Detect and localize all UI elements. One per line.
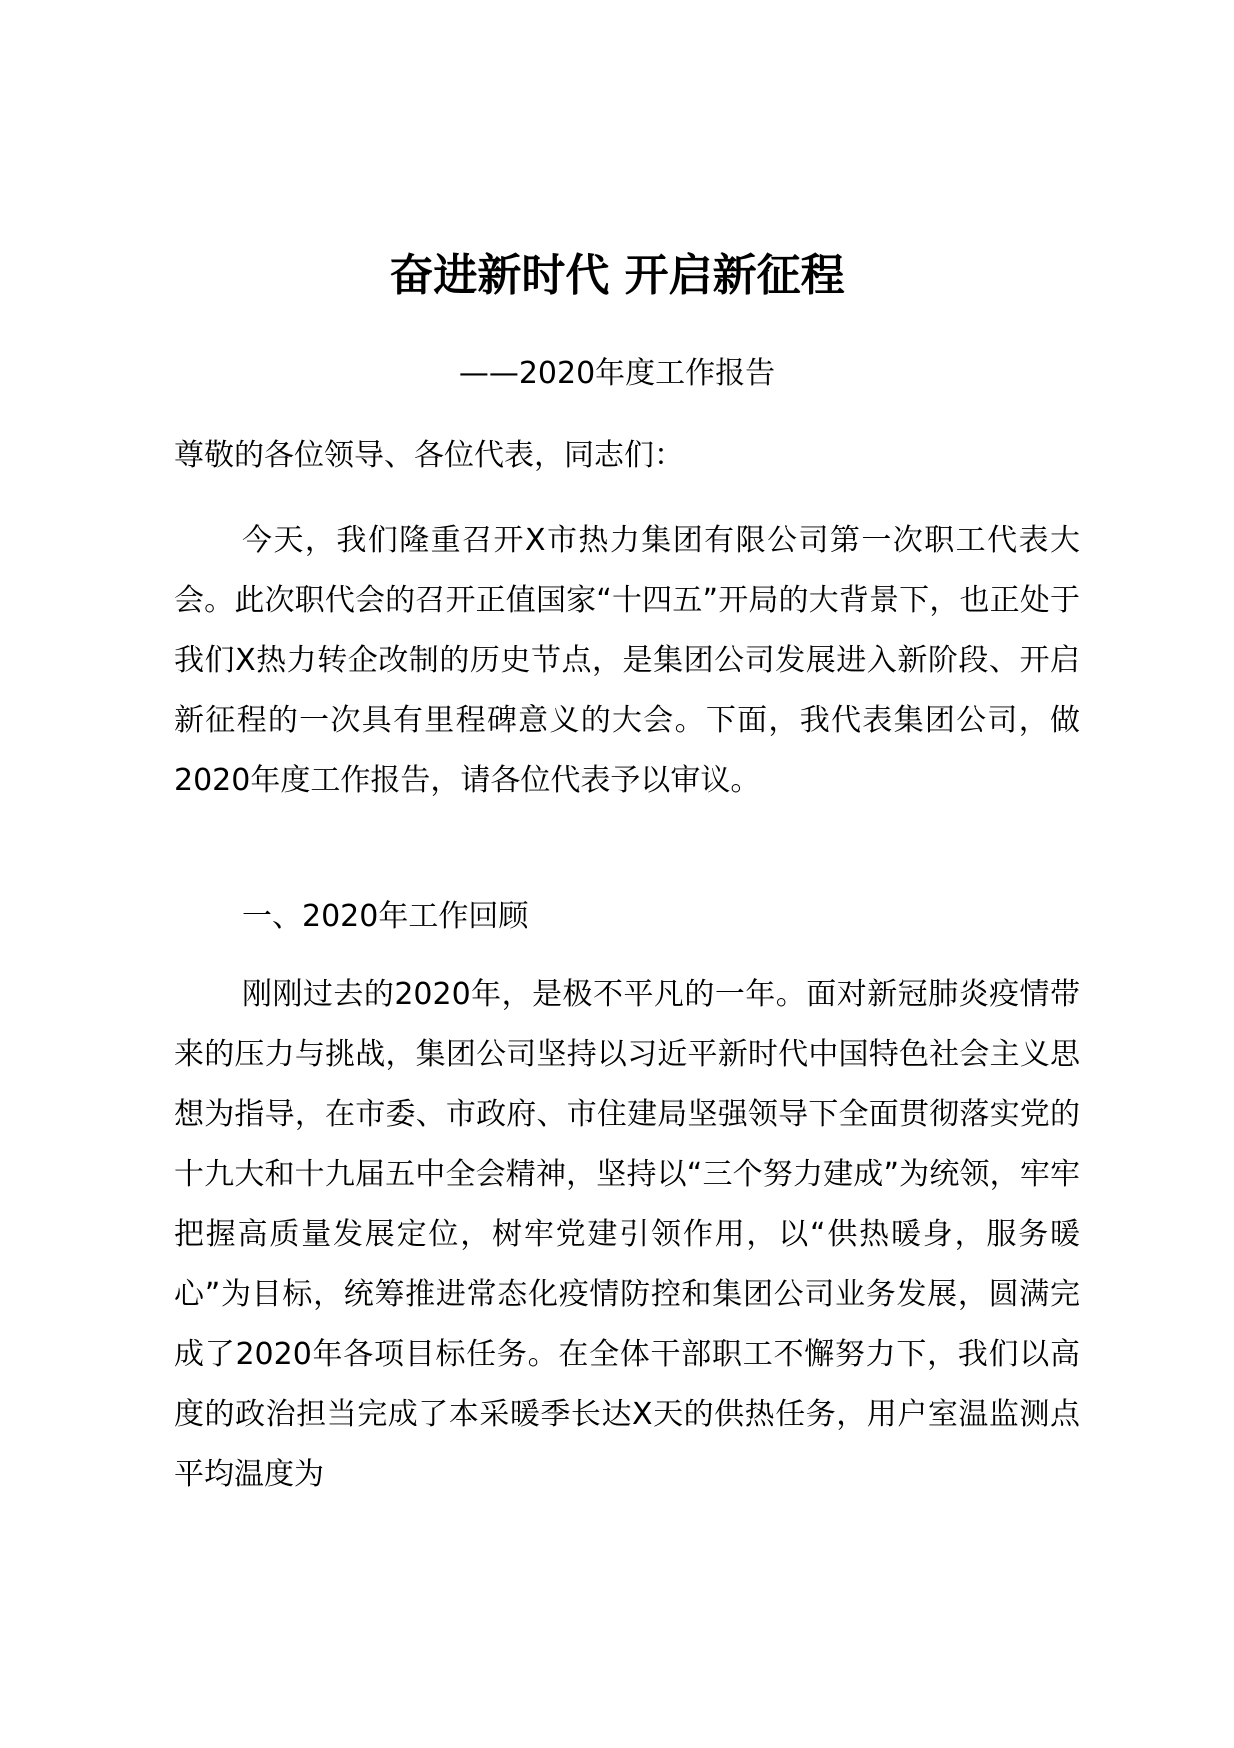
salutation: 尊敬的各位领导、各位代表，同志们： (174, 438, 684, 473)
document-subtitle: ——2020年度工作报告 (458, 356, 776, 391)
section-paragraph: 刚刚过去的2020年，是极不平凡的一年。面对新冠肺炎疫情带来的压力与挑战，集团公司坚持以习近平新时代中国特色社会主义思想为指导，在市委、市政府、市住建局坚强领导下全面贯彻落实党的十九大和十九届五中全会精神，坚持以“三个努力建成”为统领，牢牢把握高质量发展定位，树牢党建引领作用，以“供热暖身，服务暖心”为目标，统筹推进常态化疫情防控和集团公司业务发展，圆满完成了2020年各项目标任务。在全体干部职工不懈努力下，我们以高度的政治担当完成了本采暖季长达X天的供热任务，用户室温监测点平均温度为 (174, 977, 1080, 1492)
section-heading: 一、2020年工作回顾 (242, 899, 529, 934)
document-title: 奋进新时代 开启新征程 (389, 250, 845, 301)
section-paragraph-block (174, 965, 1080, 1505)
section-heading-block (174, 895, 1080, 939)
intro-paragraph: 今天，我们隆重召开X市热力集团有限公司第一次职工代表大会。此次职代会的召开正值国家“十四五”开局的大背景下，也正处于我们X热力转企改制的历史节点，是集团公司发展进入新阶段、开启新征程的一次具有里程碑意义的大会。下面，我代表集团公司，做2020年度工作报告，请各位代表予以审议。 (174, 523, 1080, 798)
intro-paragraph-block (174, 511, 1080, 811)
